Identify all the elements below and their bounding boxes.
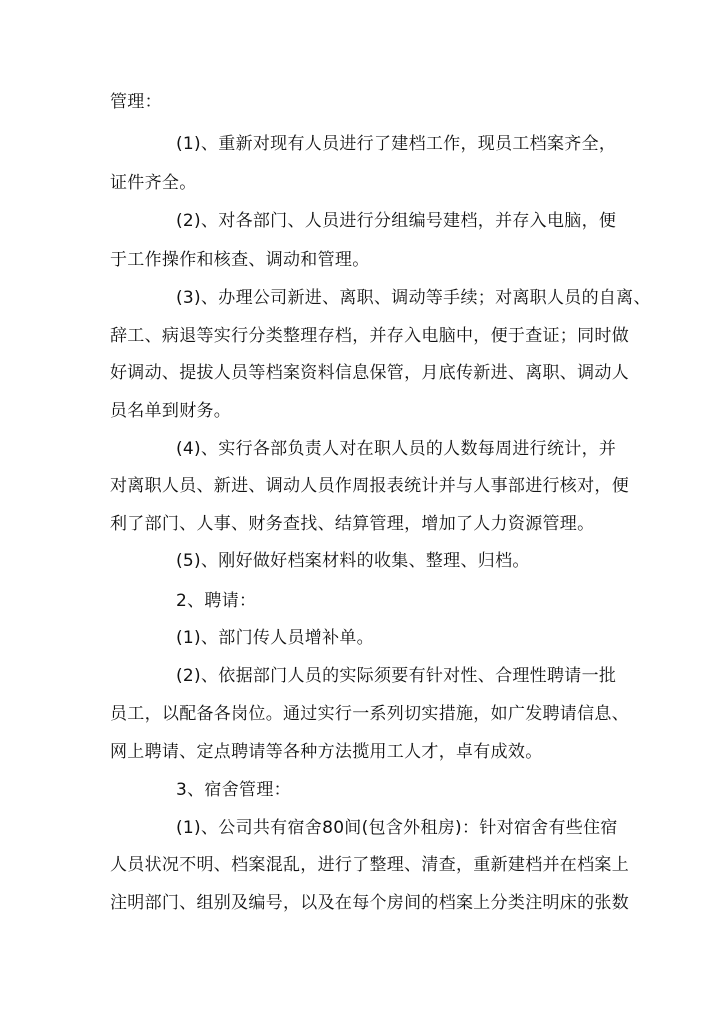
text-line-12: 利了部门、人事、财务查找、结算管理，增加了人力资源管理。: [110, 514, 595, 534]
text-line-5: 于工作操作和核查、调动和管理。: [110, 250, 370, 270]
text-line-2: (1)、重新对现有人员进行了建档工作，现员工档案齐全，: [176, 134, 617, 154]
text-line-19: 3、宿舍管理：: [176, 780, 291, 800]
text-line-6: (3)、办理公司新进、离职、调动等手续；对离职人员的自离、: [176, 288, 651, 308]
text-line-16: (2)、依据部门人员的实际须要有针对性、合理性聘请一批: [176, 666, 617, 686]
text-line-21: 人员状况不明、档案混乱，进行了整理、清查，重新建档并在档案上: [110, 855, 629, 875]
text-line-8: 好调动、提拔人员等档案资料信息保管，月底传新进、离职、调动人: [110, 363, 629, 383]
text-line-1: 管理：: [110, 92, 162, 112]
text-line-3: 证件齐全。: [110, 173, 197, 193]
text-line-17: 员工，以配备各岗位。通过实行一系列切实措施，如广发聘请信息、: [110, 704, 629, 724]
text-line-9: 员名单到财务。: [110, 401, 232, 421]
text-line-11: 对离职人员、新进、调动人员作周报表统计并与人事部进行核对，便: [110, 476, 629, 496]
text-line-15: (1)、部门传人员增补单。: [176, 628, 374, 648]
text-line-14: 2、聘请：: [176, 591, 257, 611]
text-line-22: 注明部门、组别及编号，以及在每个房间的档案上分类注明床的张数: [110, 893, 629, 913]
text-line-18: 网上聘请、定点聘请等各种方法揽用工人才，卓有成效。: [110, 742, 543, 762]
text-line-4: (2)、对各部门、人员进行分组编号建档，并存入电脑，便: [176, 211, 617, 231]
text-line-10: (4)、实行各部负责人对在职人员的人数每周进行统计，并: [176, 439, 617, 459]
text-line-13: (5)、刚好做好档案材料的收集、整理、归档。: [176, 551, 530, 571]
text-line-20: (1)、公司共有宿舍80间(包含外租房)：针对宿舍有些住宿: [176, 818, 618, 838]
text-line-7: 辞工、病退等实行分类整理存档，并存入电脑中，便于查证；同时做: [110, 326, 629, 346]
